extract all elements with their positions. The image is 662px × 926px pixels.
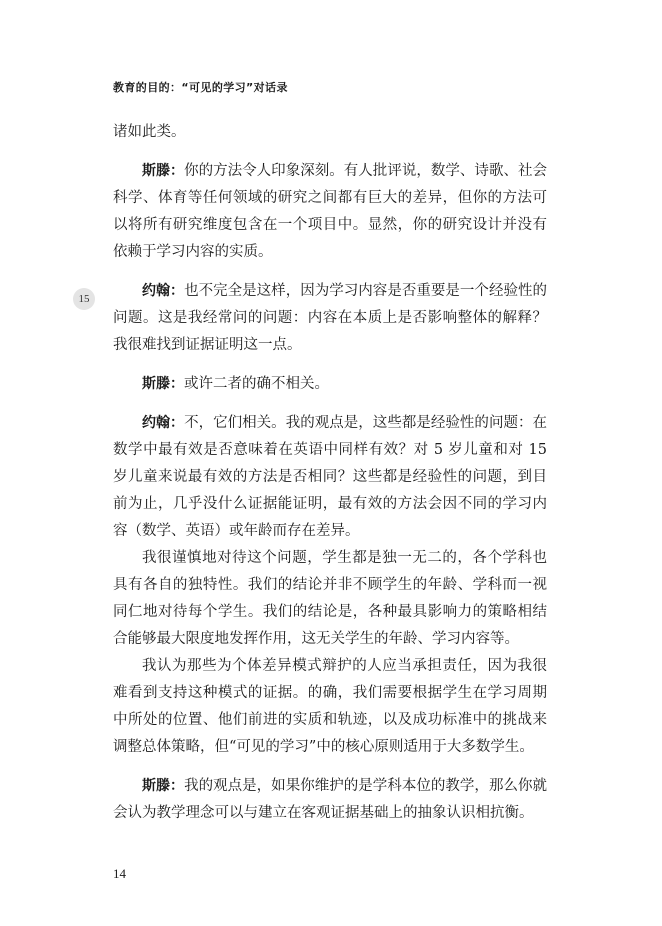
paragraph <box>113 653 547 761</box>
speaker-label: 约翰： <box>142 283 185 299</box>
paragraph-text: 不，它们相关。我的观点是，这些都是经验性的问题：在数学中最有效是否意味着在英语中同样有效？对 5 岁儿童和对 15 岁儿童来说最有效的方法是否相同？这些都是经验性的问题，到目前为止，几乎没什么证据能证明，最有效的方法会因不同的学习内容（数学、英语）或年龄而存在差异。 <box>113 415 548 539</box>
paragraph-text: 你的方法令人印象深刻。有人批评说，数学、诗歌、社会科学、体育等任何领域的研究之间都有巨大的差异，但你的方法可以将所有研究维度包含在一个项目中。显然，你的研究设计并没有依赖于学习内容的实质。 <box>113 163 548 260</box>
paragraph <box>113 410 547 545</box>
speaker-label: 斯滕： <box>142 778 185 794</box>
paragraph-text: 诸如此类。 <box>113 124 186 140</box>
paragraph-text: 我认为那些为个体差异模式辩护的人应当承担责任，因为我很难看到支持这种模式的证据。的确，我们需要根据学生在学习周期中所处的位置、他们前进的实质和轨迹，以及成功标准中的挑战来调整总体策略，但“可见的学习”中的核心原则适用于大多数学生。 <box>113 658 547 755</box>
paragraph-text: 我的观点是，如果你维护的是学科本位的教学，那么你就会认为教学理念可以与建立在客观证据基础上的抽象认识相抗衡。 <box>113 778 548 821</box>
paragraph-text: 也不完全是这样，因为学习内容是否重要是一个经验性的问题。这是我经常问的问题：内容在本质上是否影响整体的解释？我很难找到证据证明这一点。 <box>113 283 548 353</box>
paragraph <box>113 278 547 359</box>
running-header: 教育的目的：“可见的学习”对话录 <box>113 81 288 94</box>
paragraph <box>113 158 547 266</box>
paragraph <box>113 371 547 398</box>
paragraph <box>113 773 547 827</box>
dialogue-body <box>113 119 547 827</box>
page-number: 14 <box>113 866 126 881</box>
paragraph <box>113 545 547 653</box>
paragraph-text: 或许二者的确不相关。 <box>184 376 329 392</box>
paragraph-text: 我很谨慎地对待这个问题，学生都是独一无二的，各个学科也具有各自的独特性。我们的结论并非不顾学生的年龄、学科而一视同仁地对待每个学生。我们的结论是，各种最具影响力的策略相结合能够最大限度地发挥作用，这无关学生的年龄、学习内容等。 <box>113 550 547 647</box>
speaker-label: 斯滕： <box>142 376 184 392</box>
margin-page-marker: 15 <box>73 288 95 310</box>
paragraph <box>113 119 547 146</box>
speaker-label: 斯滕： <box>142 163 185 179</box>
speaker-label: 约翰： <box>142 415 185 431</box>
